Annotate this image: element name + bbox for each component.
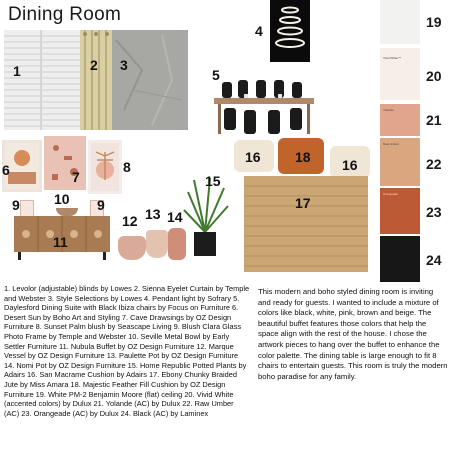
- swatch-21-number: 21: [426, 112, 442, 128]
- sunset-palm-art: [88, 140, 122, 194]
- metal-bowl: [56, 208, 78, 216]
- swatch-21-label: Yolande: [383, 108, 394, 112]
- swatch-22-label: Raw Umber: [383, 142, 399, 146]
- floor-tile-image: [112, 30, 188, 130]
- swatch-24: [380, 236, 420, 282]
- item-number-15: 15: [205, 173, 221, 189]
- swatch-20-label: Vivid White™: [383, 56, 401, 60]
- swatch-23-label: Orangeade: [383, 192, 399, 196]
- swatch-23-number: 23: [426, 204, 442, 220]
- swatch-20-number: 20: [426, 68, 442, 84]
- swatch-24-number: 24: [426, 252, 442, 268]
- swatch-22-number: 22: [426, 156, 442, 172]
- item-number-7: 7: [72, 169, 80, 185]
- item-number-16b: 16: [342, 157, 358, 173]
- item-number-18: 18: [295, 149, 311, 165]
- product-credits: 1. Levolor (adjustable) blinds by Lowes 2. Sienna Eyelet Curtain by Temple and Webster 3. Style Selections by Lowes 4. Pendant light by Sofrary 5. Daylesford Dining Suite with Black Ibiza chairs by Focus on Furniture 6. Desert Sun by Boho Art and Styling 7. Cave Drawsings by OZ Design Furniture 8. Sunset Palm blush by Seascape Living 9. Blush Clara Glass Photo Frame by Temple and Webster 10. Seville Metal Bowl by Early Settler Furniture 11. Nubula Buffet by OZ Design Furniture 12. Marque Vessel by OZ Design Furniture 13. Paulette Pot by OZ Design Furniture 14. Nomi Pot by OZ Design Furniture 15. Home Republic Potted Plants by Adairs 16. San Macrame Cushion by Adairs 17. Ebony Chunky Braided Jute by Miss Amara 18. Majestic Feather Fill Cushion by OZ Design Furniture 19. White PM-2 Benjamin Moore (flat) ceiling 20. Vivid White (accented colors) by Dulux 21. Yolande (AC) by Dulux 22. Raw Umber (AC) 23. Orangeade (AC) by Dulux 24. Black (AC) by Laminex: [4, 284, 250, 418]
- swatch-19-number: 19: [426, 14, 442, 30]
- item-number-9: 9: [12, 197, 20, 213]
- jute-rug: [244, 176, 368, 272]
- item-number-8: 8: [123, 159, 131, 175]
- item-number-10: 10: [54, 191, 70, 207]
- blinds-image: [4, 30, 82, 130]
- board-title: Dining Room: [8, 4, 122, 25]
- item-number-11: 11: [53, 234, 68, 250]
- item-number-16: 16: [245, 149, 261, 165]
- swatch-19: [380, 0, 420, 44]
- curtain-image: [80, 30, 112, 130]
- item-number-6: 6: [2, 162, 10, 178]
- paulette-pot: [146, 230, 168, 258]
- item-number-17: 17: [295, 195, 311, 211]
- pendant-light-image: [270, 0, 310, 62]
- item-number-13: 13: [145, 206, 161, 222]
- item-number-3: 3: [120, 57, 128, 73]
- item-number-2: 2: [90, 57, 98, 73]
- item-number-1: 1: [13, 63, 21, 79]
- item-number-14: 14: [167, 209, 183, 225]
- dining-suite-image: [204, 68, 324, 142]
- item-number-4: 4: [255, 23, 263, 39]
- room-description: This modern and boho styled dining room is inviting and ready for guests. I wanted to include a mixture of colors like black, white, pink, brown and beige. The beautiful buffet features those colors that help the space align with the rest of the house. I chose the artwork pieces to hang over the buffet to enhance the color palette. The dining table is large enough to fit 8 chairs to entertain guests. This room is truly the modern boho paradise for any family.: [258, 287, 448, 381]
- item-number-9b: 9: [97, 197, 105, 213]
- item-number-12: 12: [122, 213, 138, 229]
- marque-vessel: [118, 236, 146, 260]
- item-number-5: 5: [212, 67, 220, 83]
